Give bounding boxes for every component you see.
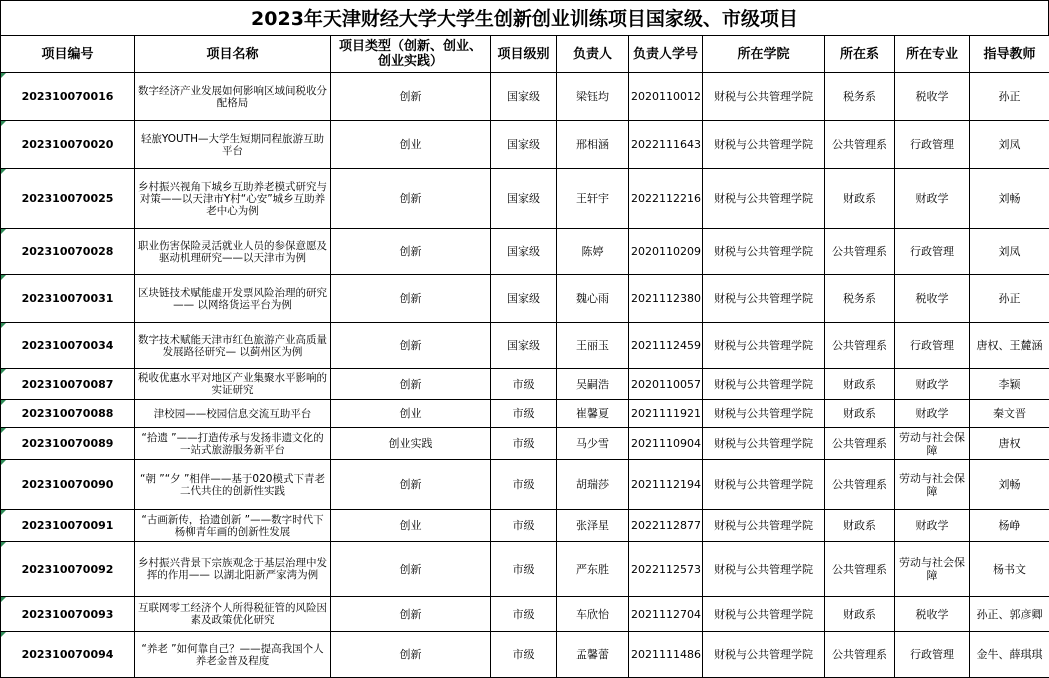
- advisor-cell: 刘凤: [970, 229, 1049, 275]
- table-row: [1, 510, 1049, 542]
- department-cell: 财政系: [825, 369, 895, 400]
- leader-cell: 王丽玉: [557, 323, 629, 369]
- table-row: [1, 428, 1049, 460]
- table-row: [1, 169, 1049, 229]
- advisor-cell: 孙正: [970, 275, 1049, 323]
- project-level-cell: 市级: [491, 597, 557, 632]
- leader-cell: 胡瑞莎: [557, 460, 629, 510]
- department-cell: 公共管理系: [825, 121, 895, 169]
- student-id-cell: 2021110904: [629, 428, 703, 460]
- college-cell: 财税与公共管理学院: [703, 169, 825, 229]
- header-cell: 项目类型（创新、创业、创业实践）: [331, 36, 491, 73]
- college-cell: 财税与公共管理学院: [703, 460, 825, 510]
- project-name-cell: “拾遗 ”——打造传承与发扬非遗文化的一站式旅游服务新平台: [135, 428, 331, 460]
- table-row: [1, 632, 1049, 678]
- header-cell: 所在专业: [895, 36, 970, 73]
- major-cell: 行政管理: [895, 121, 970, 169]
- project-number-cell: 202310070091: [1, 510, 135, 542]
- project-level-cell: 市级: [491, 632, 557, 678]
- leader-cell: 邢相涵: [557, 121, 629, 169]
- college-cell: 财税与公共管理学院: [703, 121, 825, 169]
- advisor-cell: 杨书文: [970, 542, 1049, 597]
- project-level-cell: 国家级: [491, 121, 557, 169]
- project-number-cell: 202310070031: [1, 275, 135, 323]
- project-level-cell: 国家级: [491, 323, 557, 369]
- project-type-cell: 创新: [331, 229, 491, 275]
- department-cell: 财政系: [825, 169, 895, 229]
- project-number-cell: 202310070034: [1, 323, 135, 369]
- advisor-cell: 孙正、郭彦卿: [970, 597, 1049, 632]
- table-row: [1, 597, 1049, 632]
- leader-cell: 陈婷: [557, 229, 629, 275]
- department-cell: 财政系: [825, 400, 895, 428]
- leader-cell: 吴嗣浩: [557, 369, 629, 400]
- project-type-cell: 创业: [331, 510, 491, 542]
- table-row: [1, 369, 1049, 400]
- advisor-cell: 唐权、王麓涵: [970, 323, 1049, 369]
- project-type-cell: 创业实践: [331, 428, 491, 460]
- advisor-cell: 刘畅: [970, 460, 1049, 510]
- advisor-cell: 唐权: [970, 428, 1049, 460]
- student-id-cell: 2020110209: [629, 229, 703, 275]
- project-number-cell: 202310070028: [1, 229, 135, 275]
- leader-cell: 车欣怡: [557, 597, 629, 632]
- project-level-cell: 市级: [491, 428, 557, 460]
- project-table: [0, 35, 1049, 678]
- project-level-cell: 市级: [491, 542, 557, 597]
- project-name-cell: 区块链技术赋能虚开发票风险治理的研究—— 以网络货运平台为例: [135, 275, 331, 323]
- leader-cell: 孟馨蕾: [557, 632, 629, 678]
- advisor-cell: 杨峥: [970, 510, 1049, 542]
- major-cell: 税收学: [895, 597, 970, 632]
- department-cell: 公共管理系: [825, 323, 895, 369]
- major-cell: 财政学: [895, 510, 970, 542]
- department-cell: 财政系: [825, 510, 895, 542]
- table-row: [1, 229, 1049, 275]
- department-cell: 税务系: [825, 73, 895, 121]
- project-name-cell: “古画新传，拾遗创新 ”——数字时代下杨柳青年画的创新性发展: [135, 510, 331, 542]
- student-id-cell: 2021112704: [629, 597, 703, 632]
- project-level-cell: 国家级: [491, 169, 557, 229]
- header-cell: 负责人学号: [629, 36, 703, 73]
- table-row: [1, 121, 1049, 169]
- college-cell: 财税与公共管理学院: [703, 542, 825, 597]
- department-cell: 公共管理系: [825, 428, 895, 460]
- advisor-cell: 李颖: [970, 369, 1049, 400]
- major-cell: 行政管理: [895, 323, 970, 369]
- project-name-cell: 互联网零工经济个人所得税征管的风险因素及政策优化研究: [135, 597, 331, 632]
- table-row: [1, 323, 1049, 369]
- college-cell: 财税与公共管理学院: [703, 510, 825, 542]
- major-cell: 税收学: [895, 275, 970, 323]
- project-type-cell: 创新: [331, 632, 491, 678]
- student-id-cell: 2022112877: [629, 510, 703, 542]
- major-cell: 行政管理: [895, 632, 970, 678]
- project-level-cell: 市级: [491, 369, 557, 400]
- student-id-cell: 2021112380: [629, 275, 703, 323]
- table-row: [1, 275, 1049, 323]
- major-cell: 劳动与社会保障: [895, 460, 970, 510]
- project-level-cell: 国家级: [491, 275, 557, 323]
- project-type-cell: 创业: [331, 121, 491, 169]
- advisor-cell: 刘凤: [970, 121, 1049, 169]
- department-cell: 公共管理系: [825, 229, 895, 275]
- header-cell: 指导教师: [970, 36, 1049, 73]
- project-name-cell: 轻旅YOUTH—大学生短期同程旅游互助平台: [135, 121, 331, 169]
- college-cell: 财税与公共管理学院: [703, 428, 825, 460]
- project-level-cell: 市级: [491, 510, 557, 542]
- project-number-cell: 202310070089: [1, 428, 135, 460]
- project-name-cell: 乡村振兴视角下城乡互助养老模式研究与对策——以天津市Y村“心安”城乡互助养老中心为例: [135, 169, 331, 229]
- department-cell: 公共管理系: [825, 632, 895, 678]
- major-cell: 行政管理: [895, 229, 970, 275]
- student-id-cell: 2020110057: [629, 369, 703, 400]
- project-level-cell: 国家级: [491, 73, 557, 121]
- project-name-cell: 税收优惠水平对地区产业集聚水平影响的实证研究: [135, 369, 331, 400]
- student-id-cell: 2022112573: [629, 542, 703, 597]
- advisor-cell: 金牛、薛琪琪: [970, 632, 1049, 678]
- project-type-cell: 创新: [331, 597, 491, 632]
- project-type-cell: 创新: [331, 73, 491, 121]
- header-cell: 项目名称: [135, 36, 331, 73]
- student-id-cell: 2021112459: [629, 323, 703, 369]
- major-cell: 财政学: [895, 369, 970, 400]
- advisor-cell: 刘畅: [970, 169, 1049, 229]
- project-number-cell: 202310070087: [1, 369, 135, 400]
- table-row: [1, 542, 1049, 597]
- college-cell: 财税与公共管理学院: [703, 323, 825, 369]
- project-type-cell: 创业: [331, 400, 491, 428]
- major-cell: 财政学: [895, 400, 970, 428]
- header-cell: 项目编号: [1, 36, 135, 73]
- leader-cell: 马少雪: [557, 428, 629, 460]
- student-id-cell: 2020110012: [629, 73, 703, 121]
- project-level-cell: 国家级: [491, 229, 557, 275]
- student-id-cell: 2021111921: [629, 400, 703, 428]
- advisor-cell: 秦文晋: [970, 400, 1049, 428]
- college-cell: 财税与公共管理学院: [703, 73, 825, 121]
- project-level-cell: 市级: [491, 460, 557, 510]
- project-name-cell: 津校园——校园信息交流互助平台: [135, 400, 331, 428]
- header-cell: 所在系: [825, 36, 895, 73]
- department-cell: 公共管理系: [825, 460, 895, 510]
- project-number-cell: 202310070016: [1, 73, 135, 121]
- project-name-cell: “朝 ”“夕 ”相伴——基于020模式下青老二代共住的创新性实践: [135, 460, 331, 510]
- leader-cell: 梁钰均: [557, 73, 629, 121]
- header-cell: 负责人: [557, 36, 629, 73]
- project-level-cell: 市级: [491, 400, 557, 428]
- header-cell: 所在学院: [703, 36, 825, 73]
- project-number-cell: 202310070020: [1, 121, 135, 169]
- department-cell: 税务系: [825, 275, 895, 323]
- college-cell: 财税与公共管理学院: [703, 597, 825, 632]
- leader-cell: 严东胜: [557, 542, 629, 597]
- project-type-cell: 创新: [331, 460, 491, 510]
- major-cell: 劳动与社会保障: [895, 542, 970, 597]
- department-cell: 财政系: [825, 597, 895, 632]
- project-type-cell: 创新: [331, 323, 491, 369]
- header-cell: 项目级别: [491, 36, 557, 73]
- project-type-cell: 创新: [331, 169, 491, 229]
- leader-cell: 崔馨夏: [557, 400, 629, 428]
- student-id-cell: 2021111486: [629, 632, 703, 678]
- leader-cell: 王轩宇: [557, 169, 629, 229]
- project-type-cell: 创新: [331, 369, 491, 400]
- department-cell: 公共管理系: [825, 542, 895, 597]
- page-title: 2023年天津财经大学大学生创新创业训练项目国家级、市级项目: [0, 0, 1049, 36]
- advisor-cell: 孙正: [970, 73, 1049, 121]
- project-number-cell: 202310070090: [1, 460, 135, 510]
- header-row: [1, 36, 1049, 73]
- table-row: [1, 73, 1049, 121]
- project-type-cell: 创新: [331, 542, 491, 597]
- table-row: [1, 460, 1049, 510]
- project-number-cell: 202310070093: [1, 597, 135, 632]
- project-number-cell: 202310070025: [1, 169, 135, 229]
- college-cell: 财税与公共管理学院: [703, 632, 825, 678]
- project-type-cell: 创新: [331, 275, 491, 323]
- project-name-cell: 数字技术赋能天津市红色旅游产业高质量发展路径研究— 以蓟州区为例: [135, 323, 331, 369]
- project-number-cell: 202310070088: [1, 400, 135, 428]
- student-id-cell: 2021112194: [629, 460, 703, 510]
- college-cell: 财税与公共管理学院: [703, 400, 825, 428]
- leader-cell: 张泽星: [557, 510, 629, 542]
- major-cell: 税收学: [895, 73, 970, 121]
- project-number-cell: 202310070094: [1, 632, 135, 678]
- student-id-cell: 2022112216: [629, 169, 703, 229]
- project-name-cell: 数字经济产业发展如何影响区域间税收分配格局: [135, 73, 331, 121]
- leader-cell: 魏心雨: [557, 275, 629, 323]
- student-id-cell: 2022111643: [629, 121, 703, 169]
- project-name-cell: “养老 ”如何靠自己？——提高我国个人养老金普及程度: [135, 632, 331, 678]
- project-number-cell: 202310070092: [1, 542, 135, 597]
- project-name-cell: 乡村振兴背景下宗族观念于基层治理中发挥的作用—— 以湖北阳新严家湾为例: [135, 542, 331, 597]
- major-cell: 劳动与社会保障: [895, 428, 970, 460]
- project-name-cell: 职业伤害保险灵活就业人员的参保意愿及驱动机理研究——以天津市为例: [135, 229, 331, 275]
- college-cell: 财税与公共管理学院: [703, 229, 825, 275]
- college-cell: 财税与公共管理学院: [703, 369, 825, 400]
- table-row: [1, 400, 1049, 428]
- college-cell: 财税与公共管理学院: [703, 275, 825, 323]
- major-cell: 财政学: [895, 169, 970, 229]
